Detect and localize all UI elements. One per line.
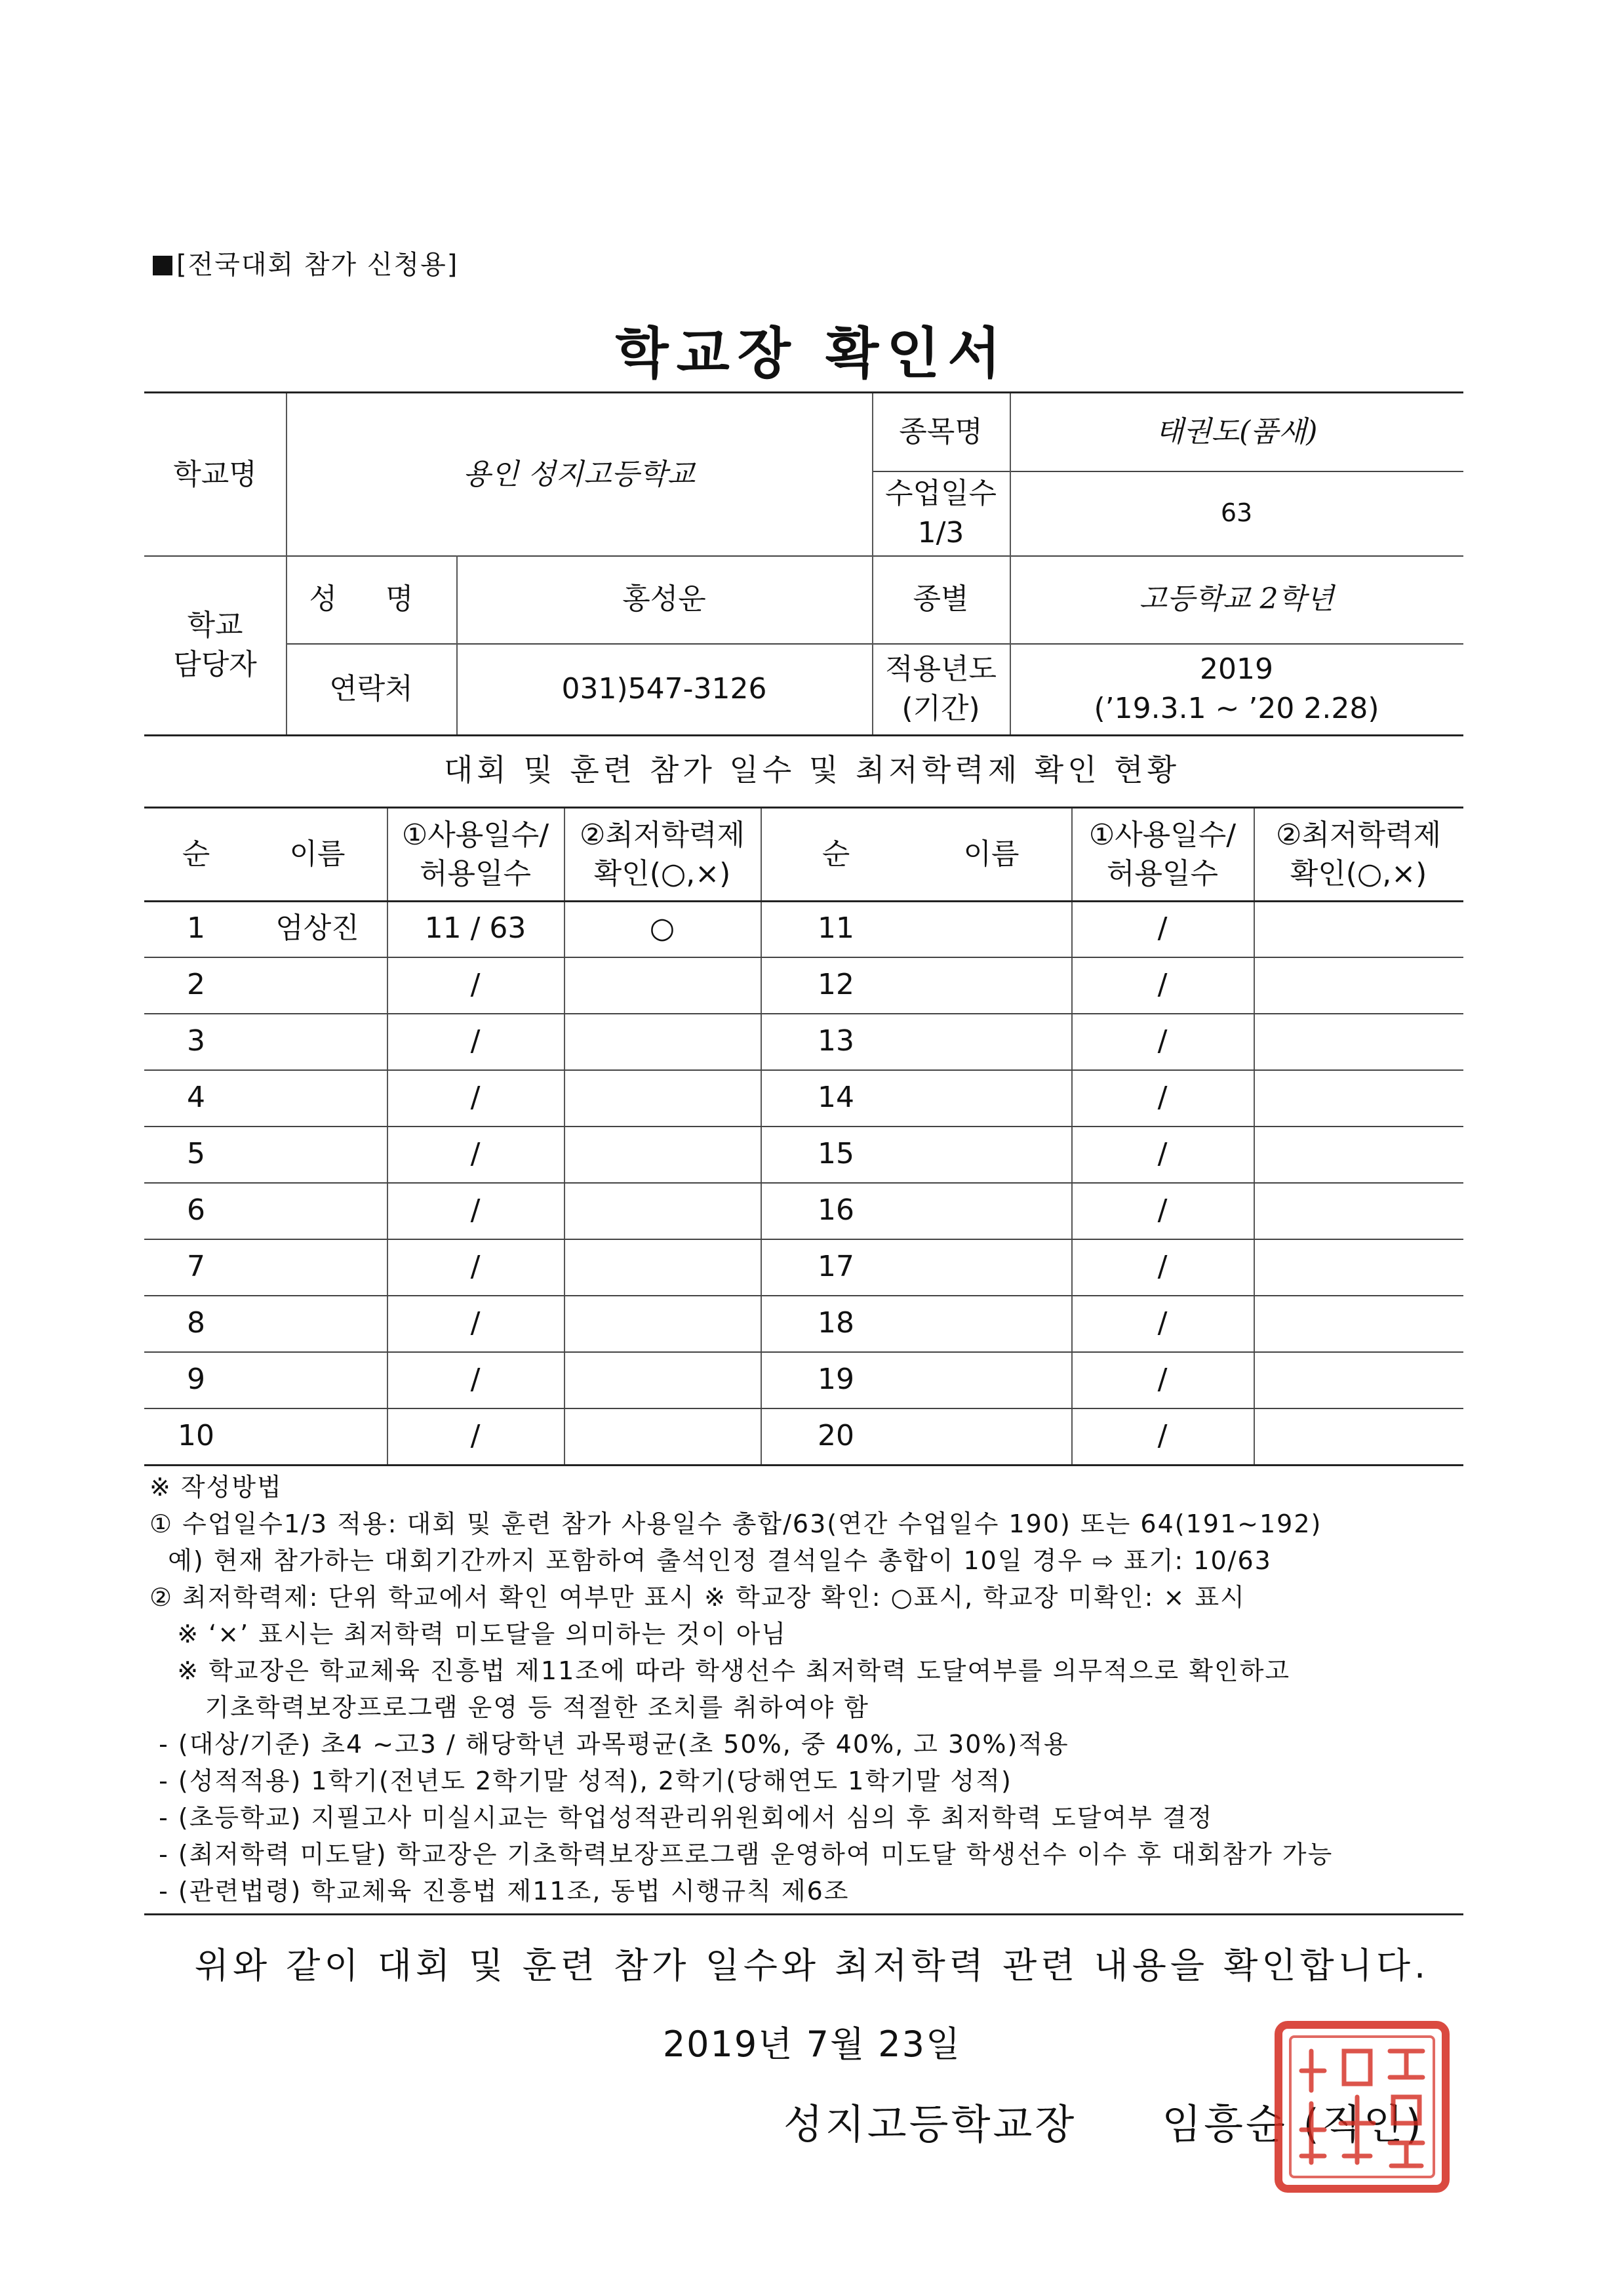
row-check [1254, 1408, 1463, 1464]
row-name [248, 1239, 387, 1295]
row-days: / [470, 1137, 481, 1171]
header-no: 순 [182, 837, 210, 871]
row-check [1254, 1295, 1463, 1351]
row-days: / [1157, 1193, 1168, 1227]
row-check [564, 1408, 761, 1464]
row-number: 12 [818, 968, 854, 1002]
header-check: ②최저학력제 확인(○,×) [580, 818, 745, 890]
row-days: / [470, 1306, 481, 1340]
row-number: 4 [187, 1081, 205, 1115]
row-check [1254, 957, 1463, 1013]
row-check [564, 1239, 761, 1295]
year-label: 적용년도 (기간) [884, 652, 997, 725]
row-days: / [470, 1081, 481, 1115]
row-check [564, 957, 761, 1013]
row-days: / [1157, 1081, 1168, 1115]
participation-table [144, 807, 1463, 1466]
row-number: 6 [187, 1193, 205, 1227]
header-days: ①사용일수/ 허용일수 [1088, 818, 1237, 890]
school-info-table [144, 391, 1463, 736]
instruction-line: - (대상/기준) 초4 ~고3 / 해당학년 과목평균(초 50%, 중 40%, 고 30%)적용 [149, 1730, 1069, 1759]
row-check [1254, 1013, 1463, 1069]
square-bullet-icon [153, 256, 172, 275]
school-value: 용인 성지고등학교 [462, 457, 696, 491]
header-name: 이름 [963, 837, 1020, 871]
event-label: 종목명 [899, 415, 983, 449]
row-days: / [470, 1250, 481, 1284]
name-label: 성 명 [309, 582, 433, 616]
row-name [248, 1295, 387, 1351]
row-name [911, 1351, 1071, 1408]
year-value: 2019 (’19.3.1 ~ ’20 2.28) [1094, 652, 1379, 725]
days-value: 63 [1220, 498, 1253, 527]
row-number: 10 [178, 1419, 214, 1453]
header-days: ①사용일수/ 허용일수 [401, 818, 549, 890]
row-days: / [470, 1024, 481, 1058]
row-check [564, 1182, 761, 1239]
row-name [911, 1295, 1071, 1351]
row-number: 8 [187, 1306, 205, 1340]
contact-label: 연락처 [329, 671, 413, 706]
header-check: ②최저학력제 확인(○,×) [1276, 818, 1441, 890]
row-name [248, 957, 387, 1013]
row-number: 5 [187, 1137, 205, 1171]
official-seal-stamp [1272, 2018, 1452, 2195]
header-name: 이름 [289, 837, 346, 871]
row-number: 3 [187, 1024, 205, 1058]
row-days: / [1157, 1137, 1168, 1171]
row-days: / [1157, 1306, 1168, 1340]
row-name [911, 1182, 1071, 1239]
header-no: 순 [822, 837, 850, 871]
issue-date: 2019년 7월 23일 [662, 2024, 962, 2065]
row-name [911, 900, 1071, 957]
row-number: 19 [818, 1363, 854, 1397]
row-check [1254, 1182, 1463, 1239]
row-check [1254, 1126, 1463, 1182]
row-name [248, 1408, 387, 1464]
document-title: 학교장 확인서 [615, 321, 1009, 386]
rule [144, 1913, 1463, 1915]
type-value: 고등학교 2학년 [1139, 582, 1334, 616]
row-number: 9 [187, 1363, 205, 1397]
writing-instructions [149, 1469, 1333, 1909]
row-name [911, 1239, 1071, 1295]
manager-label: 학교 담당자 [173, 609, 257, 681]
row-name [911, 1069, 1071, 1126]
row-days: / [1157, 1419, 1168, 1453]
row-check [1254, 1069, 1463, 1126]
row-check [564, 1351, 761, 1408]
row-days: / [1157, 911, 1168, 946]
row-days: 11 / 63 [424, 911, 526, 946]
row-name [248, 1126, 387, 1182]
instruction-line: - (최저학력 미도달) 학교장은 기초학력보장프로그램 운영하여 미도달 학생선수 이수 후 대회참가 가능 [149, 1840, 1334, 1869]
row-days: / [1157, 1024, 1168, 1058]
instruction-line: - (성적적용) 1학기(전년도 2학기말 성적), 2학기(당해연도 1학기말 성적) [149, 1766, 1012, 1795]
row-days: / [470, 968, 481, 1002]
row-check [1254, 900, 1463, 957]
row-number: 15 [818, 1137, 854, 1171]
row-number: 7 [187, 1250, 205, 1284]
event-value: 태권도(품새) [1155, 415, 1318, 449]
row-name [911, 1013, 1071, 1069]
row-number: 16 [818, 1193, 854, 1227]
row-name [248, 1013, 387, 1069]
principal-signature: 성지고등학교장 임흥순 (직인) [783, 2100, 1424, 2148]
row-check [564, 1126, 761, 1182]
row-number: 11 [818, 911, 854, 946]
row-name [911, 1408, 1071, 1464]
row-name [911, 957, 1071, 1013]
row-number: 18 [818, 1306, 854, 1340]
row-check [564, 1013, 761, 1069]
confirmation-statement: 위와 같이 대회 및 훈련 참가 일수와 최저학력 관련 내용을 확인합니다. [194, 1945, 1430, 1986]
row-number: 2 [187, 968, 205, 1002]
row-number: 14 [818, 1081, 854, 1115]
row-check: ○ [649, 911, 675, 946]
row-check [1254, 1351, 1463, 1408]
form-type-tag: [전국대회 참가 신청용] [153, 244, 458, 281]
row-name [248, 1182, 387, 1239]
instruction-line: ※ ‘×’ 표시는 최저학력 미도달을 의미하는 것이 아님 [149, 1620, 787, 1648]
type-label: 종별 [913, 582, 969, 616]
row-days: / [1157, 968, 1168, 1002]
instruction-line: ※ 작성방법 [149, 1473, 283, 1502]
row-days: / [1157, 1250, 1168, 1284]
row-name [248, 1351, 387, 1408]
row-days: / [1157, 1363, 1168, 1397]
row-days: / [470, 1419, 481, 1453]
instruction-line: ② 최저학력제: 단위 학교에서 확인 여부만 표시 ※ 학교장 확인: ○표시, 학교장 미확인: × 표시 [149, 1583, 1246, 1612]
row-number: 13 [818, 1024, 854, 1058]
row-name: 엄상진 [275, 911, 359, 946]
instruction-line: ※ 학교장은 학교체육 진흥법 제11조에 따라 학생선수 최저학력 도달여부를 의무적으로 확인하고 [149, 1656, 1291, 1685]
row-number: 1 [187, 911, 205, 946]
instruction-line: - (관련법령) 학교체육 진흥법 제11조, 동법 시행규칙 제6조 [149, 1877, 850, 1906]
days-label: 수업일수 1/3 [884, 477, 997, 549]
row-name [911, 1126, 1071, 1182]
instruction-line: 예) 현재 참가하는 대회기간까지 포함하여 출석인정 결석일수 총합이 10일 경우 ⇨ 표기: 10/63 [149, 1546, 1272, 1575]
row-check [564, 1295, 761, 1351]
row-number: 17 [818, 1250, 854, 1284]
row-days: / [470, 1363, 481, 1397]
row-number: 20 [818, 1419, 854, 1453]
row-check [564, 1069, 761, 1126]
name-value: 홍성운 [622, 582, 706, 616]
contact-value: 031)547-3126 [561, 671, 767, 706]
list-subtitle: 대회 및 훈련 참가 일수 및 최저학력제 확인 현황 [443, 752, 1181, 788]
instruction-line: ① 수업일수1/3 적용: 대회 및 훈련 참가 사용일수 총합/63(연간 수업일수 190) 또는 64(191~192) [149, 1509, 1322, 1538]
row-days: / [470, 1193, 481, 1227]
row-name [248, 1069, 387, 1126]
instruction-line: - (초등학교) 지필고사 미실시교는 학업성적관리위원회에서 심의 후 최저학력 도달여부 결정 [149, 1803, 1214, 1832]
instruction-line: 기초학력보장프로그램 운영 등 적절한 조치를 취하여야 함 [149, 1693, 869, 1722]
row-check [1254, 1239, 1463, 1295]
school-label: 학교명 [173, 457, 257, 491]
